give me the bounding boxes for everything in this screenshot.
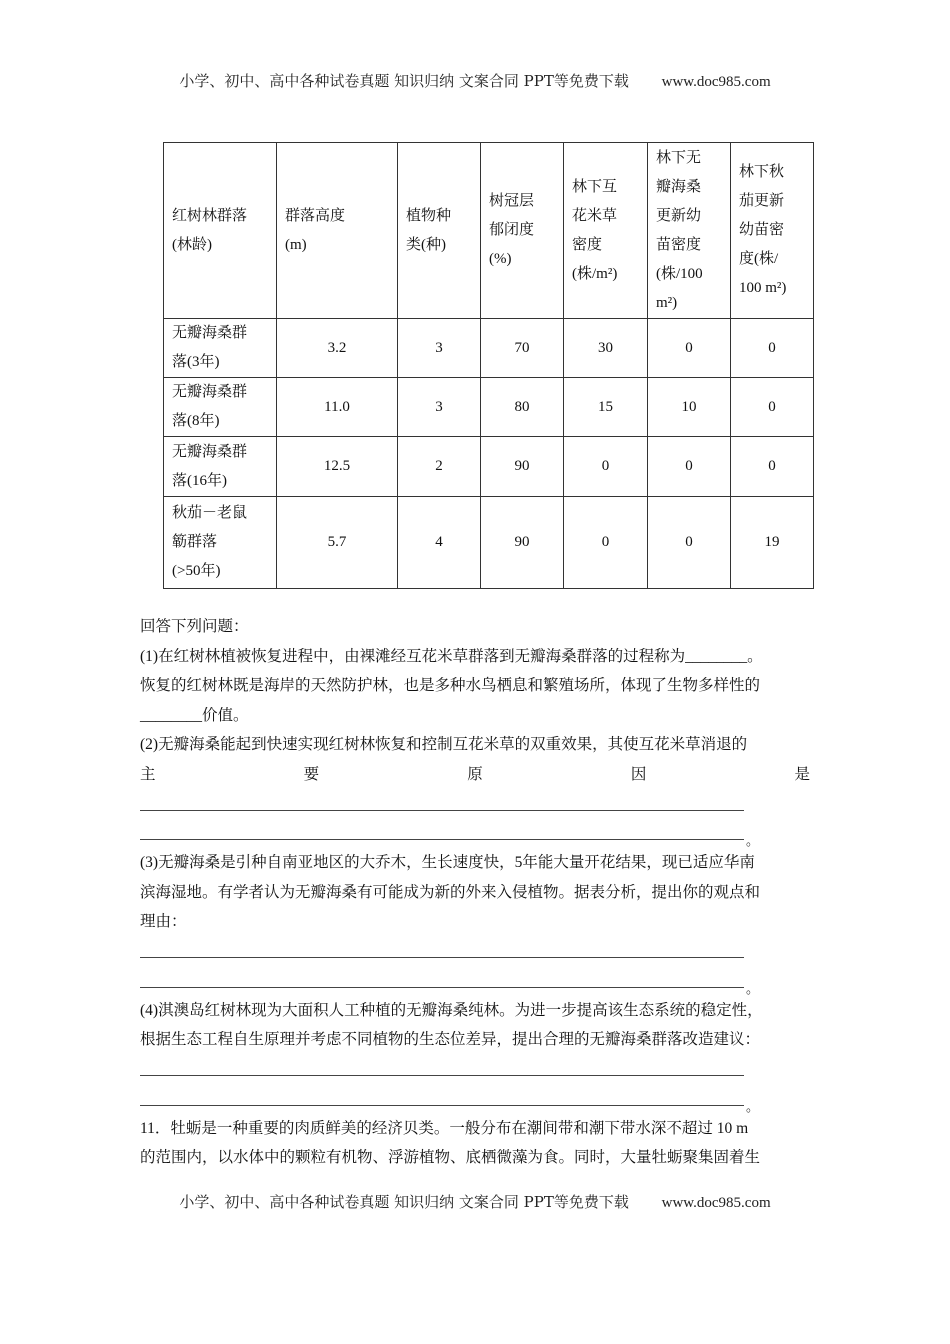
value-cell: 0	[648, 437, 731, 497]
footer-banner-text: 小学、初中、高中各种试卷真题 知识归纳 文案合同 PPT等免费下载	[179, 1193, 629, 1211]
table-row	[164, 437, 814, 497]
header-cell: 林下互 花米草 密度 (株/m²)	[564, 143, 648, 319]
question-3-line-2: 滨海湿地。有学者认为无瓣海桑有可能成为新的外来入侵植物。据表分析，提出你的观点和	[140, 883, 761, 901]
header-cell: 红树林群落 (林龄)	[164, 143, 277, 319]
value-cell: 3	[398, 319, 481, 378]
question-2-line-1: (2)无瓣海桑能起到快速实现红树林恢复和控制互花米草的双重效果，其使互花米草消退的	[140, 736, 748, 753]
header-banner-text: 小学、初中、高中各种试卷真题 知识归纳 文案合同 PPT等免费下载	[179, 72, 629, 90]
question-3-line-1: (3)无瓣海桑是引种自南亚地区的大乔木，生长速度快，5年能大量开花结果，现已适应华南	[140, 854, 755, 871]
value-cell: 0	[564, 437, 648, 497]
value-cell: 10	[648, 378, 731, 437]
header-cell: 林下无 瓣海桑 更新幼 苗密度 (株/100 m²)	[648, 143, 731, 319]
question-1-line-3: ________价值。	[140, 706, 249, 724]
answer-blank-line[interactable]	[140, 937, 810, 967]
value-cell: 0	[648, 497, 731, 589]
value-cell: 80	[481, 378, 564, 437]
value-cell: 15	[564, 378, 648, 437]
value-cell: 12.5	[277, 437, 398, 497]
page-header-banner	[0, 70, 950, 91]
answer-blank-line[interactable]: 。	[140, 819, 810, 849]
value-cell: 0	[731, 378, 814, 437]
question-1-line-1: (1)在红树林植被恢复进程中，由裸滩经互花米草群落到无瓣海桑群落的过程称为________。	[140, 647, 763, 665]
header-cell: 植物种 类(种)	[398, 143, 481, 319]
community-cell: 无瓣海桑群 落(8年)	[164, 378, 277, 437]
answer-blank-line[interactable]: 。	[140, 1084, 810, 1114]
table-header-row	[164, 143, 814, 319]
page-footer-banner	[0, 1191, 950, 1212]
answer-blank-line[interactable]: 。	[140, 966, 810, 996]
value-cell: 3	[398, 378, 481, 437]
table-row	[164, 319, 814, 378]
header-cell: 群落高度 (m)	[277, 143, 398, 319]
header-cell: 林下秋 茄更新 幼苗密 度(株/ 100 m²)	[731, 143, 814, 319]
table-row	[164, 378, 814, 437]
header-url-link[interactable]: www.doc985.com	[661, 74, 771, 90]
community-cell: 无瓣海桑群 落(3年)	[164, 319, 277, 378]
header-cell: 树冠层 郁闭度 (%)	[481, 143, 564, 319]
questions-block	[140, 612, 810, 1173]
questions-intro: 回答下列问题：	[140, 618, 249, 635]
answer-blank-line[interactable]	[140, 1055, 810, 1085]
value-cell: 0	[564, 497, 648, 589]
question-11-line-2: 的范围内，以水体中的颗粒有机物、浮游植物、底栖微藻为食。同时，大量牡蛎聚集固着生	[140, 1149, 761, 1166]
value-cell: 3.2	[277, 319, 398, 378]
question-2-line-2: 主 要 原 因 是	[140, 765, 810, 783]
question-11-line-1: 11．牡蛎是一种重要的肉质鲜美的经济贝类。一般分布在潮间带和潮下带水深不超过 10 m	[140, 1119, 749, 1137]
footer-url-link[interactable]: www.doc985.com	[661, 1195, 771, 1211]
value-cell: 5.7	[277, 497, 398, 589]
value-cell: 30	[564, 319, 648, 378]
value-cell: 0	[731, 437, 814, 497]
question-4-line-1: (4)淇澳岛红树林现为大面积人工种植的无瓣海桑纯林。为进一步提高该生态系统的稳定性，	[140, 1001, 763, 1019]
value-cell: 0	[648, 319, 731, 378]
value-cell: 2	[398, 437, 481, 497]
value-cell: 11.0	[277, 378, 398, 437]
value-cell: 19	[731, 497, 814, 589]
table-row	[164, 497, 814, 589]
question-1-line-2: 恢复的红树林既是海岸的天然防护林，也是多种水鸟栖息和繁殖场所，体现了生物多样性的	[140, 677, 761, 694]
value-cell: 90	[481, 437, 564, 497]
value-cell: 70	[481, 319, 564, 378]
community-cell: 秋茄－老鼠 簕群落 (>50年)	[164, 497, 277, 589]
mangrove-community-table	[163, 142, 814, 589]
value-cell: 0	[731, 319, 814, 378]
answer-blank-line[interactable]	[140, 789, 810, 819]
community-cell: 无瓣海桑群 落(16年)	[164, 437, 277, 497]
value-cell: 4	[398, 497, 481, 589]
value-cell: 90	[481, 497, 564, 589]
question-3-line-3: 理由：	[140, 913, 187, 930]
question-4-line-2: 根据生态工程自生原理并考虑不同植物的生态位差异，提出合理的无瓣海桑群落改造建议：	[140, 1031, 761, 1048]
